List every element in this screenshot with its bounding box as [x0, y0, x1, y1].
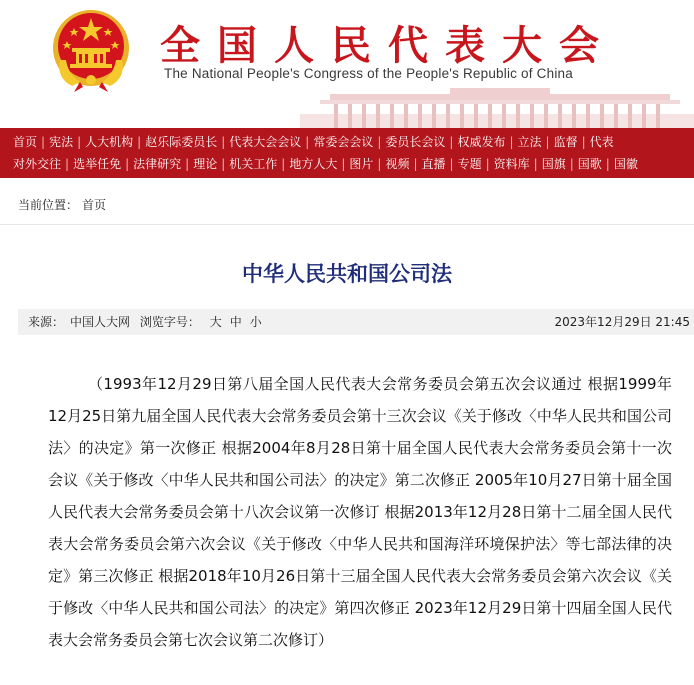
nav-separator: | [185, 157, 190, 171]
nav-item-standing-committee-sessions[interactable]: 常委会会议 [313, 135, 374, 149]
nav-separator: | [377, 157, 382, 171]
nav-row-1 [13, 131, 614, 153]
font-size-large-button[interactable]: 大 [209, 315, 222, 329]
nav-item-pictures[interactable]: 图片 [349, 157, 374, 171]
nav-item-npc-organs[interactable]: 人大机构 [85, 135, 134, 149]
breadcrumb [18, 196, 110, 213]
nav-row-2 [13, 153, 638, 175]
source-label: 来源： [28, 315, 65, 329]
nav-separator: | [221, 157, 226, 171]
nav-item-supervision[interactable]: 监督 [553, 135, 578, 149]
nav-separator: | [449, 135, 454, 149]
nav-separator: | [125, 157, 130, 171]
article-title: 中华人民共和国公司法 [242, 262, 452, 286]
nav-separator: | [569, 157, 574, 171]
article-body [48, 368, 672, 656]
nav-item-local-congresses[interactable]: 地方人大 [289, 157, 338, 171]
nav-item-legal-research[interactable]: 法律研究 [133, 157, 182, 171]
article-preamble-paragraph: （1993年12月29日第八届全国人民代表大会常务委员会第五次会议通过 根据1999年12月25日第九届全国人民代表大会常务委员会第十三次会议《关于修改〈中华人民共和国公司法〉的决定》第一次修正 根据2004年8月28日第十届全国人民代表大会常务委员会第十一次会议《关于修改〈中华人民共和国公司法〉的决定》第二次修正 2005年10月27日第十届全国人民代表大会常务委员会第十八次会议第一次修订 根据2013年12月28日第十二届全国人民代表大会常务委员会第六次会议《关于修改〈中华人民共和国海洋环境保护法〉等七部法律的决定》第三次修正 根据2018年10月26日第十三届全国人民代表大会常务委员会第六次会议《关于修改〈中华人民共和国公司法〉的决定》第四次修正 2023年12月29日第十四届全国人民代表大会常务委员会第七次会议第二次修订） [48, 375, 672, 649]
nav-item-foreign-exchanges[interactable]: 对外交往 [13, 157, 62, 171]
nav-item-database[interactable]: 资料库 [493, 157, 530, 171]
breadcrumb-home-link[interactable]: 首页 [82, 198, 107, 212]
nav-separator: | [485, 157, 490, 171]
nav-item-theory[interactable]: 理论 [193, 157, 218, 171]
nav-item-home[interactable]: 首页 [13, 135, 38, 149]
nav-separator: | [545, 135, 550, 149]
nav-separator: | [41, 135, 46, 149]
divider [0, 224, 694, 225]
nav-item-chairman[interactable]: 赵乐际委员长 [145, 135, 218, 149]
nav-item-congress-sessions[interactable]: 代表大会会议 [229, 135, 302, 149]
site-header [0, 0, 694, 128]
nav-item-national-emblem[interactable]: 国徽 [613, 157, 638, 171]
nav-item-topics[interactable]: 专题 [457, 157, 482, 171]
nav-item-live[interactable]: 直播 [421, 157, 446, 171]
national-emblem-icon[interactable] [50, 8, 132, 94]
font-size-medium-button[interactable]: 中 [229, 315, 242, 329]
font-size-label: 浏览字号： [139, 315, 200, 329]
nav-separator: | [581, 135, 586, 149]
nav-separator: | [221, 135, 226, 149]
site-title-cn[interactable]: 全国人民代表大会 [160, 22, 616, 69]
nav-item-constitution[interactable]: 宪法 [49, 135, 74, 149]
nav-item-legislation[interactable]: 立法 [517, 135, 542, 149]
nav-separator: | [605, 157, 610, 171]
nav-separator: | [377, 135, 382, 149]
publish-datetime: 2023年12月29日 21:45 [554, 315, 690, 329]
site-title-en: The National People's Congress of the People's Republic of China [164, 66, 573, 81]
great-hall-illustration [300, 84, 694, 128]
nav-item-elections-appointments[interactable]: 选举任免 [73, 157, 122, 171]
nav-separator: | [65, 157, 70, 171]
nav-item-deputies[interactable]: 代表 [589, 135, 614, 149]
nav-item-organ-work[interactable]: 机关工作 [229, 157, 278, 171]
nav-item-national-flag[interactable]: 国旗 [541, 157, 566, 171]
nav-separator: | [449, 157, 454, 171]
main-nav [0, 128, 694, 178]
nav-separator: | [77, 135, 82, 149]
nav-separator: | [413, 157, 418, 171]
nav-item-national-anthem[interactable]: 国歌 [577, 157, 602, 171]
nav-separator: | [305, 135, 310, 149]
nav-item-official-releases[interactable]: 权威发布 [457, 135, 506, 149]
source-name: 中国人大网 [70, 315, 131, 329]
nav-separator: | [341, 157, 346, 171]
article-meta-left [28, 309, 270, 335]
nav-separator: | [533, 157, 538, 171]
nav-item-videos[interactable]: 视频 [385, 157, 410, 171]
nav-separator: | [137, 135, 142, 149]
nav-item-chairman-meetings[interactable]: 委员长会议 [385, 135, 446, 149]
article-meta-bar [18, 309, 694, 335]
font-size-small-button[interactable]: 小 [249, 315, 262, 329]
nav-separator: | [509, 135, 514, 149]
nav-separator: | [281, 157, 286, 171]
breadcrumb-label: 当前位置： [18, 198, 79, 212]
